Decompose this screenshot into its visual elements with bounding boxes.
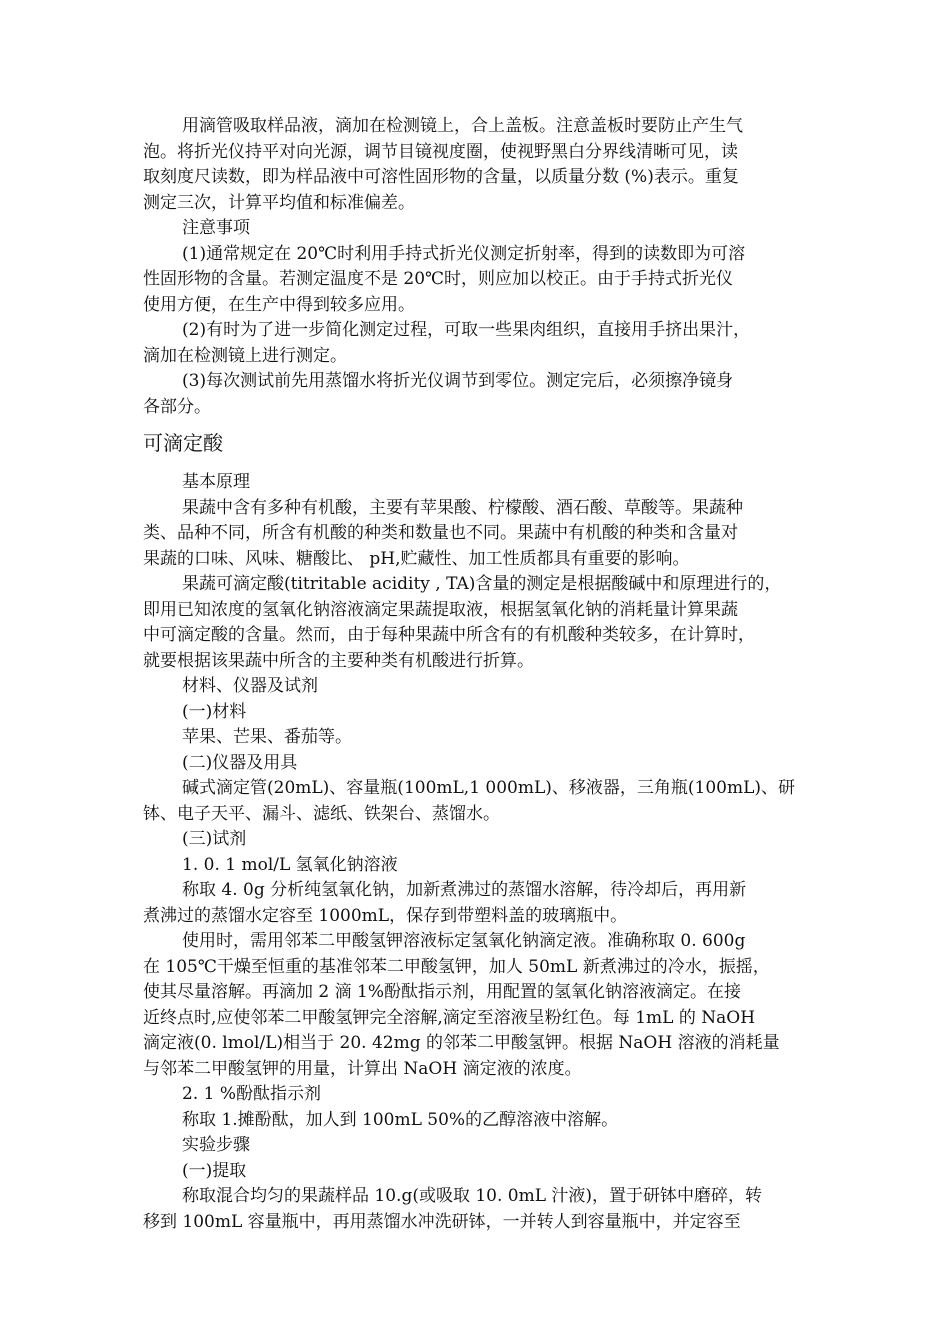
text-line: 就要根据该果蔬中所含的主要种类有机酸进行折算。	[143, 650, 534, 671]
section-soluble-solids-method	[143, 114, 807, 420]
document-body	[143, 114, 807, 1235]
text-line: 取刻度尺读数，即为样品液中可溶性固形物的含量，以质量分数 (%)表示。重复	[143, 167, 739, 187]
text-line: 滴定液(0. lmol/L)相当于 20. 42mg 的邻苯二甲酸氢钾。根据 NaOH 溶液的消耗量	[143, 1033, 780, 1053]
text-line: 各部分。	[143, 396, 211, 417]
text-line: 1. 0. 1 mol/L 氢氧化钠溶液	[182, 854, 398, 875]
text-line: 中可滴定酸的含量。然而，由于每种果蔬中所含有的有机酸种类较多，在计算时，	[143, 625, 755, 645]
text-line: (1)通常规定在 20℃时利用手持式折光仪测定折射率，得到的读数即为可溶	[182, 243, 746, 264]
text-line: 类、品种不同，所含有机酸的种类和数量也不同。果蔬中有机酸的种类和含量对	[143, 523, 738, 543]
text-line: 移到 100mL 容量瓶中，再用蒸馏水冲洗研钵，一并转人到容量瓶中，并定容至	[143, 1211, 741, 1232]
text-line: 即用已知浓度的氢氧化钠溶液滴定果蔬提取液，根据氢氧化钠的消耗量计算果蔬	[143, 599, 738, 620]
text-line: 测定三次，计算平均值和标准偏差。	[143, 192, 415, 213]
text-line: 性固形物的含量。若测定温度不是 20℃时，则应加以校正。由于手持式折光仪	[143, 269, 734, 289]
text-line: 煮沸过的蒸馏水定容至 1000mL，保存到带塑料盖的玻璃瓶中。	[143, 905, 628, 926]
text-line: 苹果、芒果、番茄等。	[182, 727, 352, 747]
text-line: 材料、仪器及试剂	[182, 676, 318, 696]
text-line: 用滴管吸取样品液，滴加在检测镜上，合上盖板。注意盖板时要防止产生气	[182, 116, 743, 136]
section-heading: 可滴定酸	[143, 431, 223, 455]
text-line: 使用方便，在生产中得到较多应用。	[143, 294, 415, 315]
text-line: 果蔬的口味、风味、糖酸比、 pH,贮藏性、加工性质都具有重要的影响。	[143, 548, 690, 569]
text-line: 近终点时,应使邻苯二甲酸氢钾完全溶解,滴定至溶液呈粉红色。每 1mL 的 NaOH	[143, 1007, 756, 1028]
section-titratable-acid	[143, 470, 807, 1235]
text-line: 使其尽量溶解。再滴加 2 滴 1%酚酞指示剂，用配置的氢氧化钠溶液滴定。在接	[143, 982, 741, 1002]
text-line: (一)材料	[182, 701, 247, 722]
text-line: 称取混合均匀的果蔬样品 10.g(或吸取 10. 0mL 汁液)，置于研钵中磨碎，转	[182, 1186, 763, 1206]
text-line: (二)仪器及用具	[182, 752, 298, 773]
text-line: 碱式滴定管(20mL)、容量瓶(100mL,1 000mL)、移液器，三角瓶(100mL)、研	[182, 778, 796, 798]
text-line: 称取 1.摊酚酞，加人到 100mL 50%的乙醇溶液中溶解。	[182, 1109, 619, 1130]
text-line: 在 105℃干燥至恒重的基准邻苯二甲酸氢钾，加人 50mL 新煮沸过的冷水，振摇，	[143, 956, 770, 977]
text-line: 使用时，需用邻苯二甲酸氢钾溶液标定氢氧化钠滴定液。准确称取 0. 600g	[182, 931, 746, 951]
text-line: 泡。将折光仪持平对向光源，调节目镜视度圈，使视野黑白分界线清晰可见，读	[143, 141, 738, 162]
text-line: 滴加在检测镜上进行测定。	[143, 345, 347, 366]
text-line: 实验步骤	[182, 1135, 250, 1155]
text-line: (3)每次测试前先用蒸馏水将折光仪调节到零位。测定完后，必须擦净镜身	[182, 371, 734, 391]
text-line: 称取 4. 0g 分析纯氢氧化钠，加新煮沸过的蒸馏水溶解，待冷却后，再用新	[182, 880, 747, 900]
text-line: 注意事项	[182, 218, 250, 238]
text-line: 基本原理	[182, 472, 250, 492]
text-line: 钵、电子天平、漏斗、滤纸、铁架台、蒸馏水。	[143, 803, 500, 824]
text-line: (三)试剂	[182, 829, 247, 849]
text-line: (一)提取	[182, 1160, 247, 1181]
text-line: 果蔬可滴定酸(titritable acidity , TA)含量的测定是根据酸碱中和原理进行的，	[182, 574, 782, 594]
text-line: 果蔬中含有多种有机酸，主要有苹果酸、柠檬酸、酒石酸、草酸等。果蔬种	[182, 497, 743, 518]
text-line: (2)有时为了进一步简化测定过程，可取一些果肉组织，直接用手挤出果汁，	[182, 320, 751, 340]
text-line: 2. 1 %酚酞指示剂	[182, 1084, 321, 1104]
text-line: 与邻苯二甲酸氢钾的用量，计算出 NaOH 滴定液的浓度。	[143, 1058, 582, 1079]
